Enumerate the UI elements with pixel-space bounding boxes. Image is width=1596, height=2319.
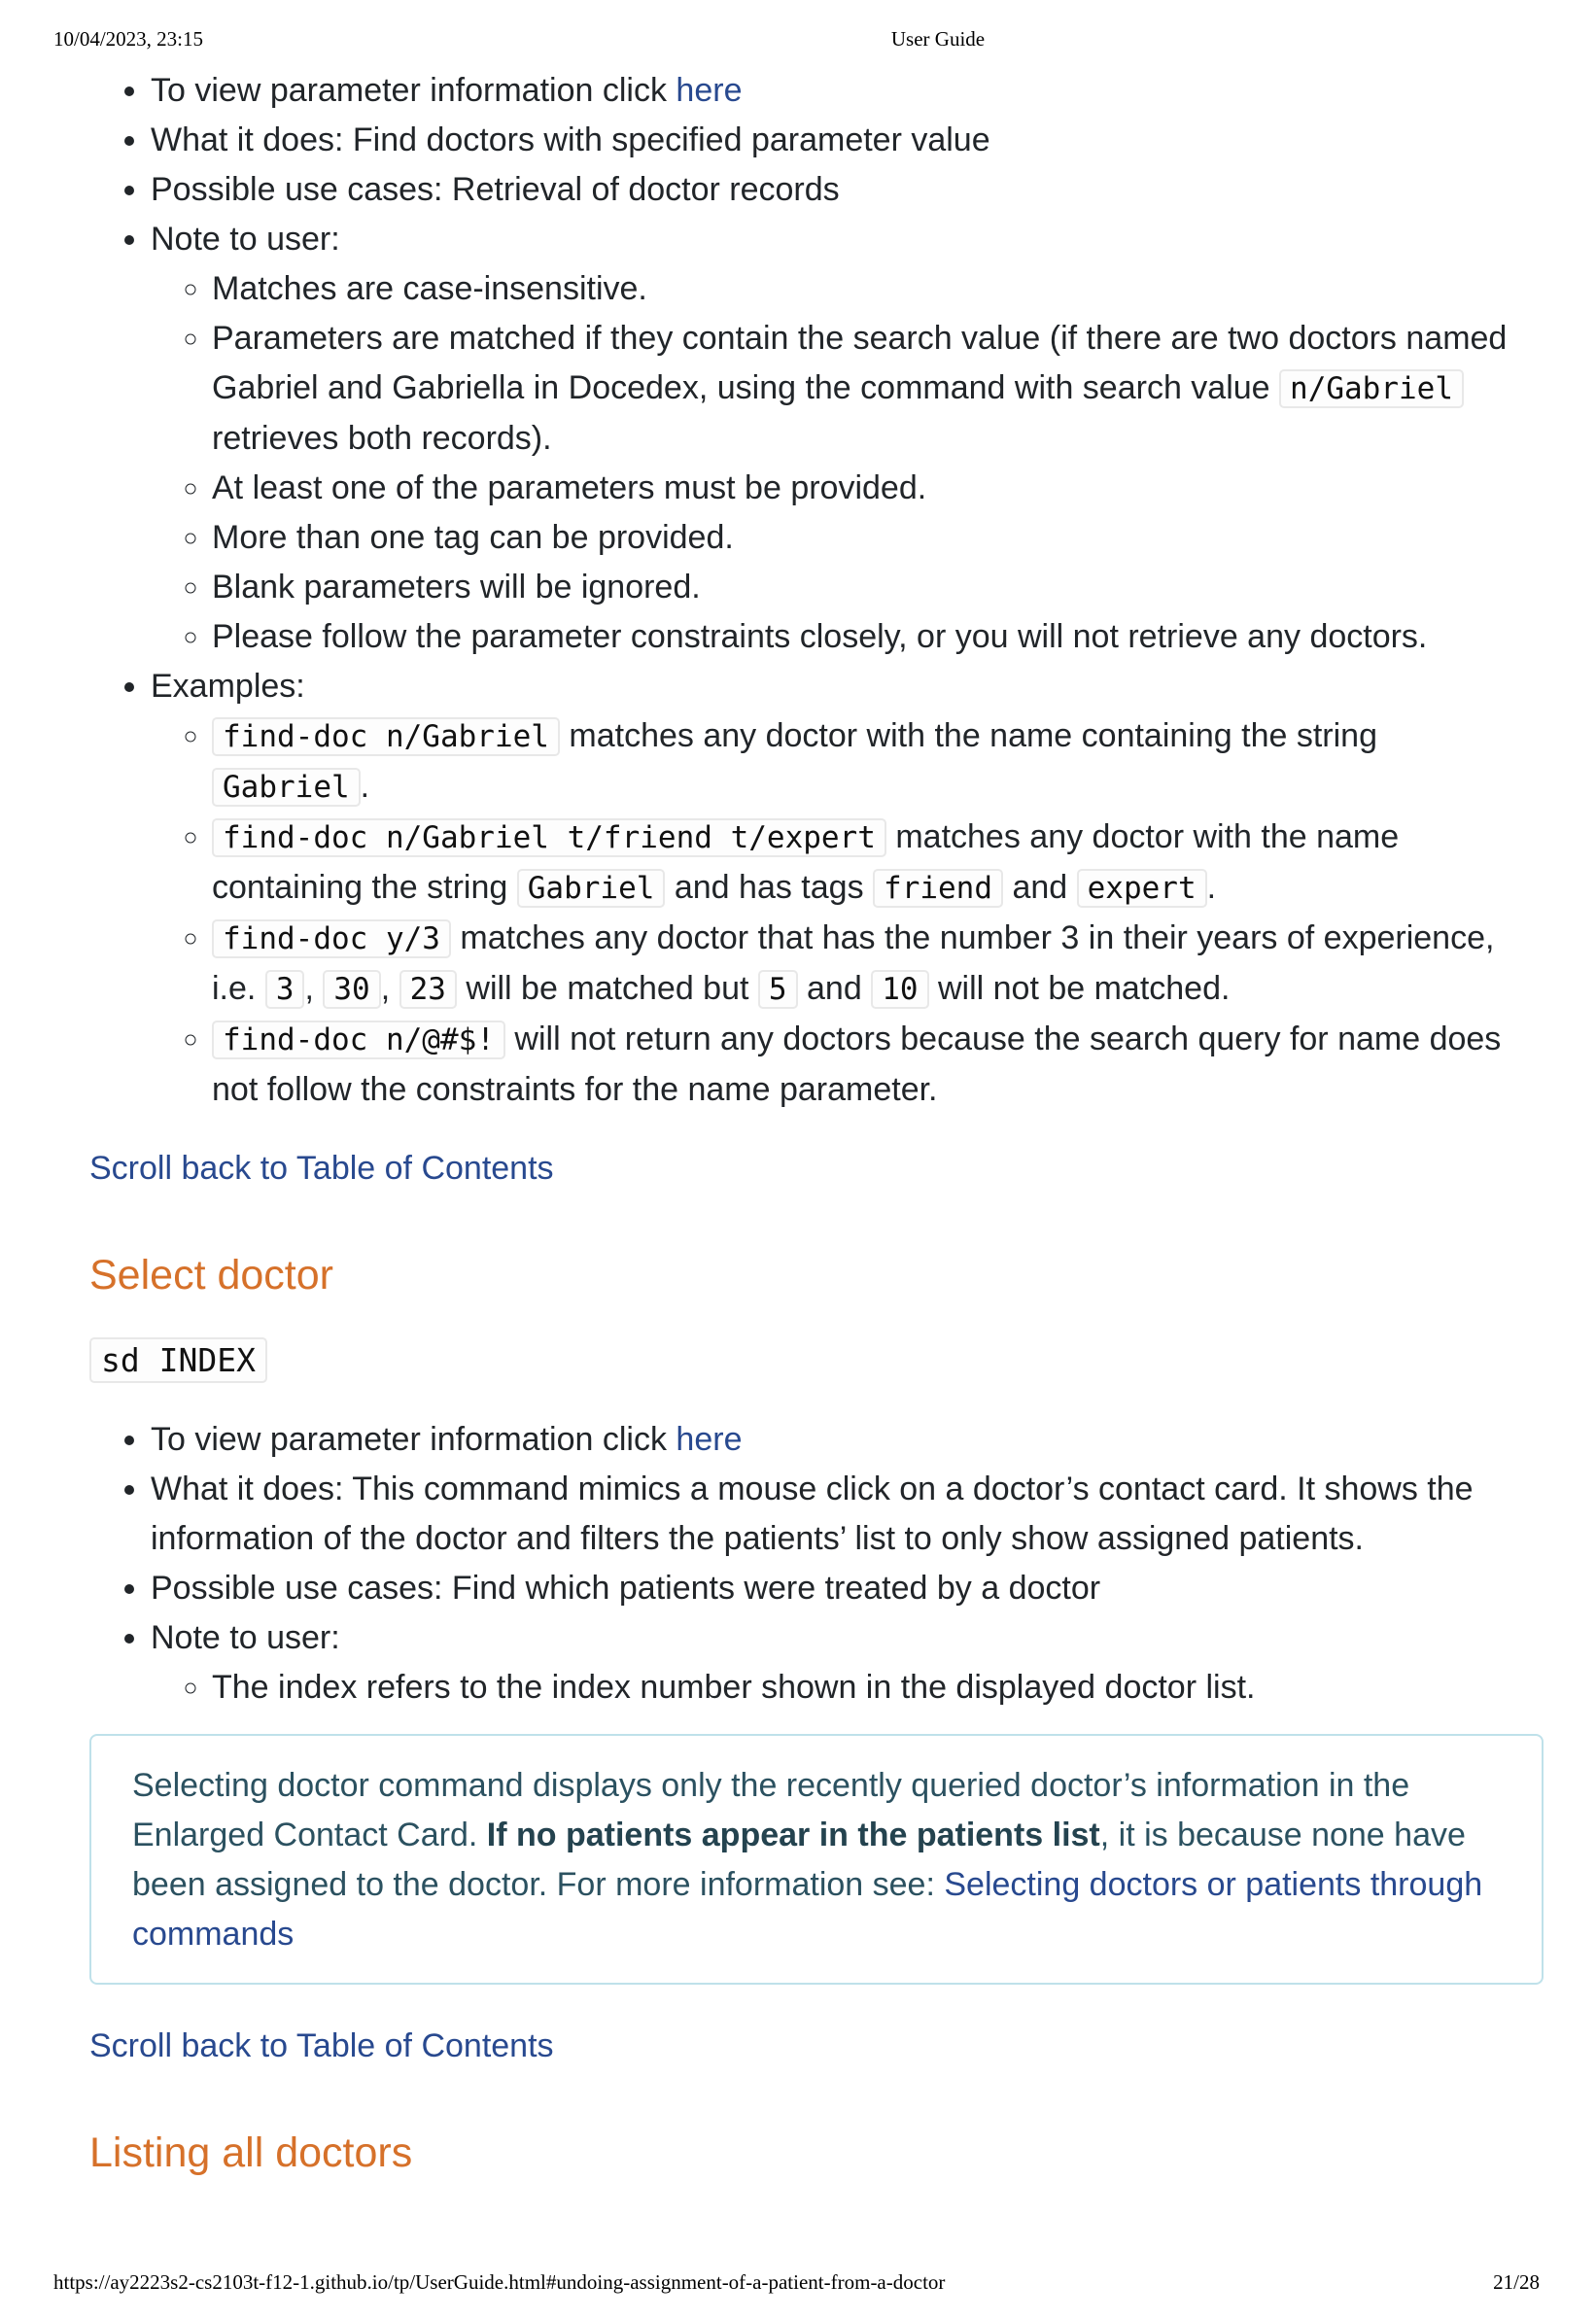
document-content xyxy=(89,66,1544,2180)
scroll-back-to-toc-link[interactable]: Scroll back to Table of Contents xyxy=(89,2027,554,2064)
section-heading-select-doctor: Select doctor xyxy=(89,1252,333,1298)
note-item: ◦ More than one tag can be provided. xyxy=(212,513,1544,563)
inline-code: find-doc y/3 xyxy=(212,919,451,958)
inline-code: find-doc n/Gabriel t/friend t/expert xyxy=(212,818,886,857)
inline-code: expert xyxy=(1077,869,1207,908)
find-doctor-details xyxy=(89,66,1544,1115)
print-header xyxy=(0,27,1596,52)
inline-code: n/Gabriel xyxy=(1279,369,1464,408)
what-it-does-item: • What it does: This command mimics a mouse click on a doctor’s contact card. It shows the information of the doctor and filters the patients’ list to only show assigned patients. xyxy=(151,1465,1544,1564)
page-url: https://ay2223s2-cs2103t-f12-1.github.io/tp/UserGuide.html#undoing-assignment-of-a-patient-from-a-doctor xyxy=(53,2270,946,2294)
info-callout: Selecting doctor command displays only the recently queried doctor’s information in the Enlarged Contact Card. If no patients appear in the patients list, it is because none have been assigned to the doctor. For more information see: Selecting doctors or patients through commands xyxy=(89,1734,1544,1985)
page-number: 21/28 xyxy=(1493,2270,1540,2294)
select-doctor-details xyxy=(89,1415,1544,1713)
command-code: sd INDEX xyxy=(89,1337,267,1383)
note-to-user-item: • Note to user: ◦ Matches are case-insensitive. ◦ Parameters are matched if they contain the search value (if there are two doctors named Gabriel and Gabriella in Docedex, using the command with search value n/Gabriel retrieves both records). ◦ At least one of the parameters must be provided. ◦ More than one tag can be provided. ◦ Blank parameters will be ignored. ◦ Please follow the parameter constraints closely, or you will not retrieve any doctors. xyxy=(151,215,1544,662)
examples-list xyxy=(151,711,1544,1115)
inline-code: 10 xyxy=(871,970,928,1009)
print-title: User Guide xyxy=(890,27,986,51)
note-to-user-item: • Note to user: ◦ The index refers to the index number shown in the displayed doctor list. xyxy=(151,1613,1544,1713)
note-item: ◦ Please follow the parameter constraints closely, or you will not retrieve any doctors. xyxy=(212,612,1544,662)
use-cases-item: • Possible use cases: Find which patients were treated by a doctor xyxy=(151,1564,1544,1613)
note-item: ◦ Matches are case-insensitive. xyxy=(212,264,1544,314)
param-info-link[interactable]: here xyxy=(676,1421,743,1458)
note-item: ◦ Blank parameters will be ignored. xyxy=(212,563,1544,612)
what-it-does-item: • What it does: Find doctors with specified parameter value xyxy=(151,116,1544,165)
inline-code: 3 xyxy=(265,970,305,1009)
note-item: ◦ At least one of the parameters must be provided. xyxy=(212,464,1544,513)
note-item: ◦ The index refers to the index number shown in the displayed doctor list. xyxy=(212,1663,1544,1713)
callout-bold: If no patients appear in the patients list xyxy=(486,1817,1100,1853)
example-item: ◦ find-doc y/3 matches any doctor that has the number 3 in their years of experience, i.e. 3 , 30 , 23 will be matched but 5 and 10 will not be matched. xyxy=(212,914,1544,1015)
examples-item: • Examples: ◦ find-doc n/Gabriel matches any doctor with the name containing the string Gabriel . ◦ find-doc n/Gabriel t/friend t/expert matches any doctor with the name containing the string Gabriel and has tags friend and expert . ◦ find-doc y/3 matches any doctor that has the number 3 in their years of experience, i.e. 3 , 30 , 23 will be matched but 5 and 10 will not be matched. ◦ find-doc n/@#$! will not return any doctors because the search query for name does not follow the constraints for the name parameter. xyxy=(151,662,1544,1115)
notes-list xyxy=(151,264,1544,662)
example-item: ◦ find-doc n/Gabriel t/friend t/expert matches any doctor with the name containing the string Gabriel and has tags friend and expert . xyxy=(212,813,1544,914)
inline-code: Gabriel xyxy=(212,768,361,807)
print-footer xyxy=(0,2270,1596,2296)
selecting-doctors-patients-link[interactable]: Selecting doctors or patients through commands xyxy=(132,1866,1483,1953)
param-info-item: • To view parameter information click here xyxy=(151,1415,1544,1465)
notes-list xyxy=(151,1663,1544,1713)
use-cases-item: • Possible use cases: Retrieval of doctor records xyxy=(151,165,1544,215)
scroll-back-to-toc-link[interactable]: Scroll back to Table of Contents xyxy=(89,1150,554,1187)
inline-code: 30 xyxy=(323,970,380,1009)
example-item: ◦ find-doc n/@#$! will not return any doctors because the search query for name does not follow the constraints for the name parameter. xyxy=(212,1015,1544,1115)
note-item: ◦ Parameters are matched if they contain the search value (if there are two doctors named Gabriel and Gabriella in Docedex, using the command with search value n/Gabriel retrieves both records). xyxy=(212,314,1544,464)
inline-code: 5 xyxy=(758,970,798,1009)
print-datetime: 10/04/2023, 23:15 xyxy=(53,27,204,51)
param-info-link[interactable]: here xyxy=(676,72,743,109)
inline-code: find-doc n/Gabriel xyxy=(212,717,560,756)
inline-code: Gabriel xyxy=(517,869,666,908)
param-info-item: • To view parameter information click here xyxy=(151,66,1544,116)
inline-code: 23 xyxy=(399,970,457,1009)
inline-code: friend xyxy=(873,869,1003,908)
inline-code: find-doc n/@#$! xyxy=(212,1021,505,1059)
command-format xyxy=(89,1335,1544,1386)
example-item: ◦ find-doc n/Gabriel matches any doctor with the name containing the string Gabriel . xyxy=(212,711,1544,813)
section-heading-listing-doctors: Listing all doctors xyxy=(89,2129,413,2176)
